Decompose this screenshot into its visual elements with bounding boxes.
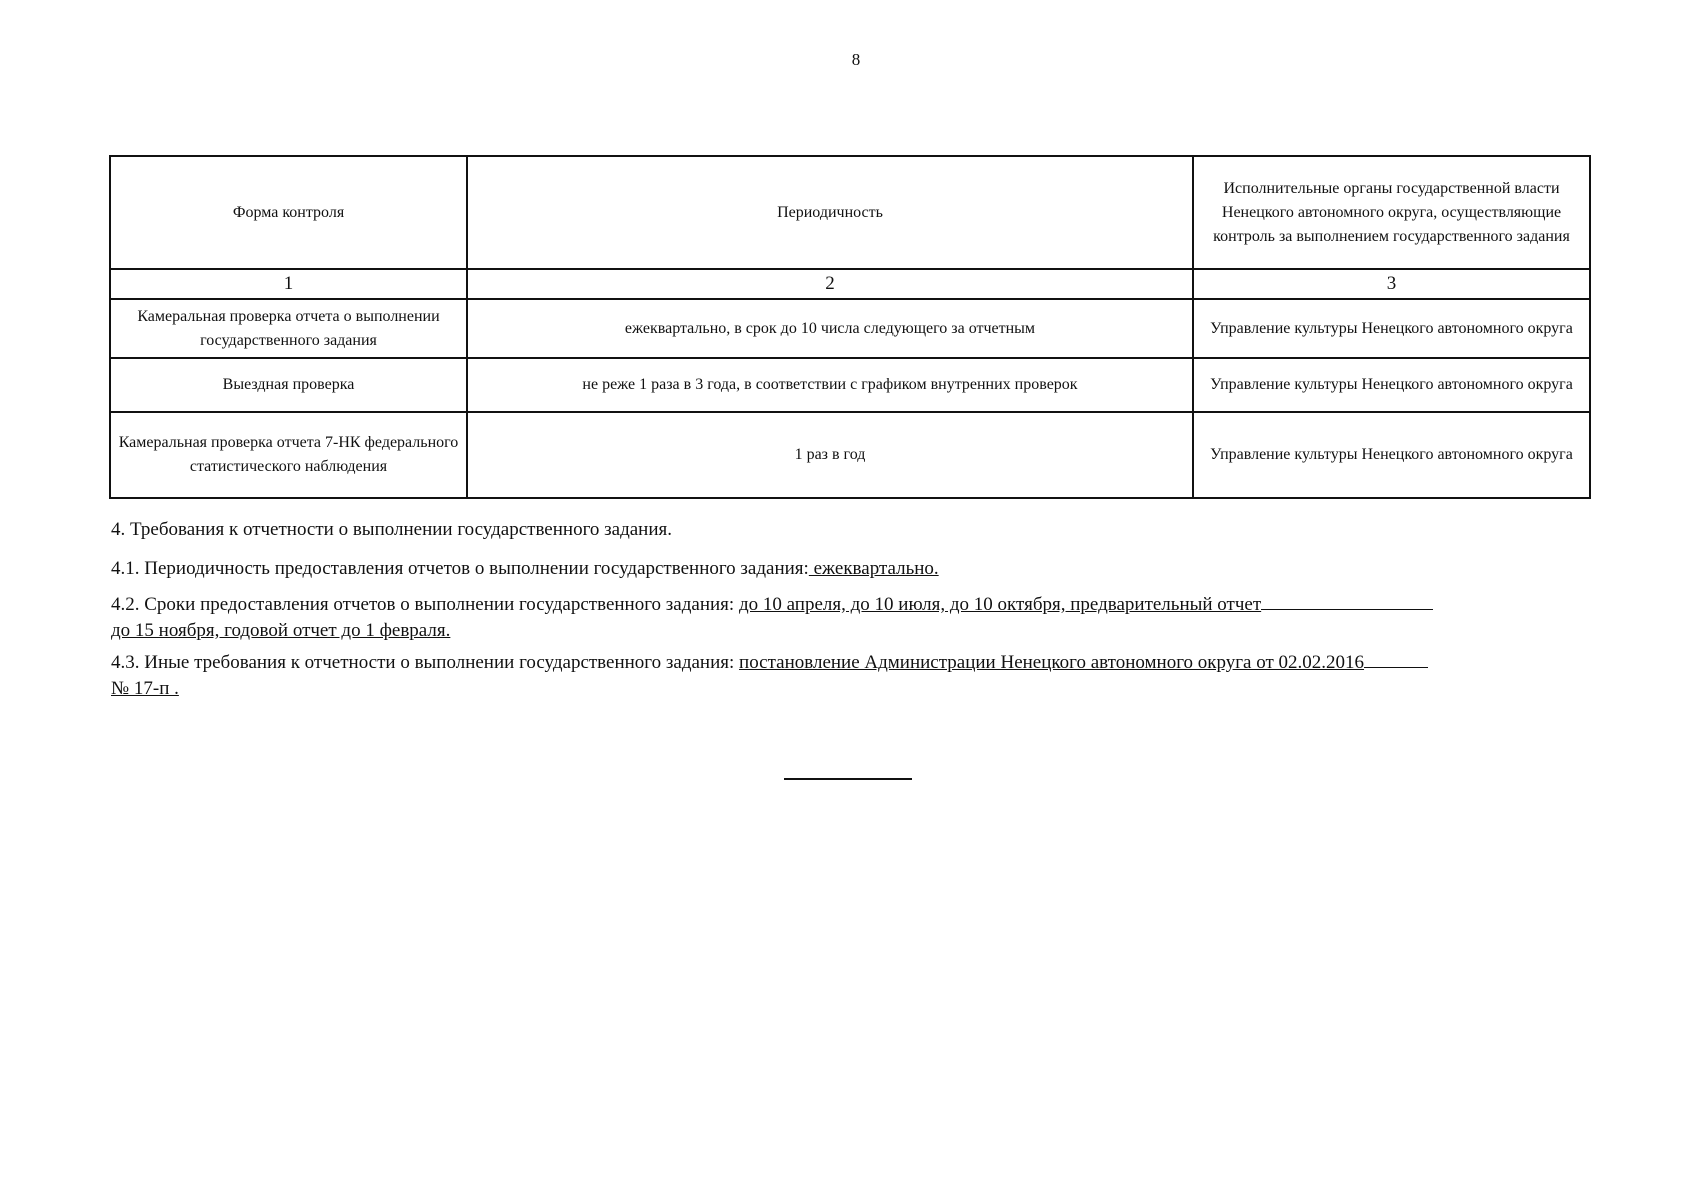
section-4-1-label: 4.1. Периодичность предоставления отчетов о выполнении государственного задания: xyxy=(111,558,809,579)
section-4-2-value-line1: до 10 апреля, до 10 июля, до 10 октября, предварительный отчет xyxy=(738,594,1262,615)
column-number: 2 xyxy=(467,269,1193,299)
cell-control-form: Камеральная проверка отчета 7-НК федерального статистического наблюдения xyxy=(110,412,467,498)
cell-periodicity: 1 раз в год xyxy=(467,412,1193,498)
cell-authority: Управление культуры Ненецкого автономного округа xyxy=(1193,299,1590,358)
page-number: 8 xyxy=(851,50,861,69)
header-authorities: Исполнительные органы государственной власти Ненецкого автономного округа, осуществляющие контроль за выполнением государственного задания xyxy=(1193,156,1590,269)
table-header-row xyxy=(110,156,1590,269)
header-periodicity: Периодичность xyxy=(467,156,1193,269)
table-row xyxy=(110,358,1590,412)
cell-periodicity: не реже 1 раза в 3 года, в соответствии с графиком внутренних проверок xyxy=(467,358,1193,412)
table-row xyxy=(110,299,1590,358)
cell-control-form: Выездная проверка xyxy=(110,358,467,412)
cell-control-form: Камеральная проверка отчета о выполнении государственного задания xyxy=(110,299,467,358)
table-row xyxy=(110,412,1590,498)
end-rule xyxy=(784,778,912,780)
fill-line xyxy=(1261,590,1433,610)
section-4-title: 4. Требования к отчетности о выполнении государственного задания. xyxy=(111,519,673,540)
section-4-2-label: 4.2. Сроки предоставления отчетов о выполнении государственного задания: xyxy=(111,594,739,615)
header-control-form: Форма контроля xyxy=(110,156,467,269)
column-number: 1 xyxy=(110,269,467,299)
control-table xyxy=(109,155,1591,499)
cell-periodicity: ежеквартально, в срок до 10 числа следующего за отчетным xyxy=(467,299,1193,358)
section-4-1-value: ежеквартально. xyxy=(808,558,939,579)
section-4-3-label: 4.3. Иные требования к отчетности о выполнении государственного задания: xyxy=(111,652,740,673)
section-4-1 xyxy=(111,556,1587,582)
section-4-3-value-line1: постановление Администрации Ненецкого автономного округа от 02.02.2016 xyxy=(739,652,1365,673)
column-number: 3 xyxy=(1193,269,1590,299)
fill-line xyxy=(1364,648,1428,668)
cell-authority: Управление культуры Ненецкого автономного округа xyxy=(1193,412,1590,498)
section-4-3 xyxy=(111,648,1587,702)
section-4-3-value-line2: № 17-п . xyxy=(111,678,179,699)
cell-authority: Управление культуры Ненецкого автономного округа xyxy=(1193,358,1590,412)
section-4-2 xyxy=(111,590,1587,644)
section-4-2-value-line2: до 15 ноября, годовой отчет до 1 февраля. xyxy=(111,620,451,641)
table-column-number-row xyxy=(110,269,1590,299)
